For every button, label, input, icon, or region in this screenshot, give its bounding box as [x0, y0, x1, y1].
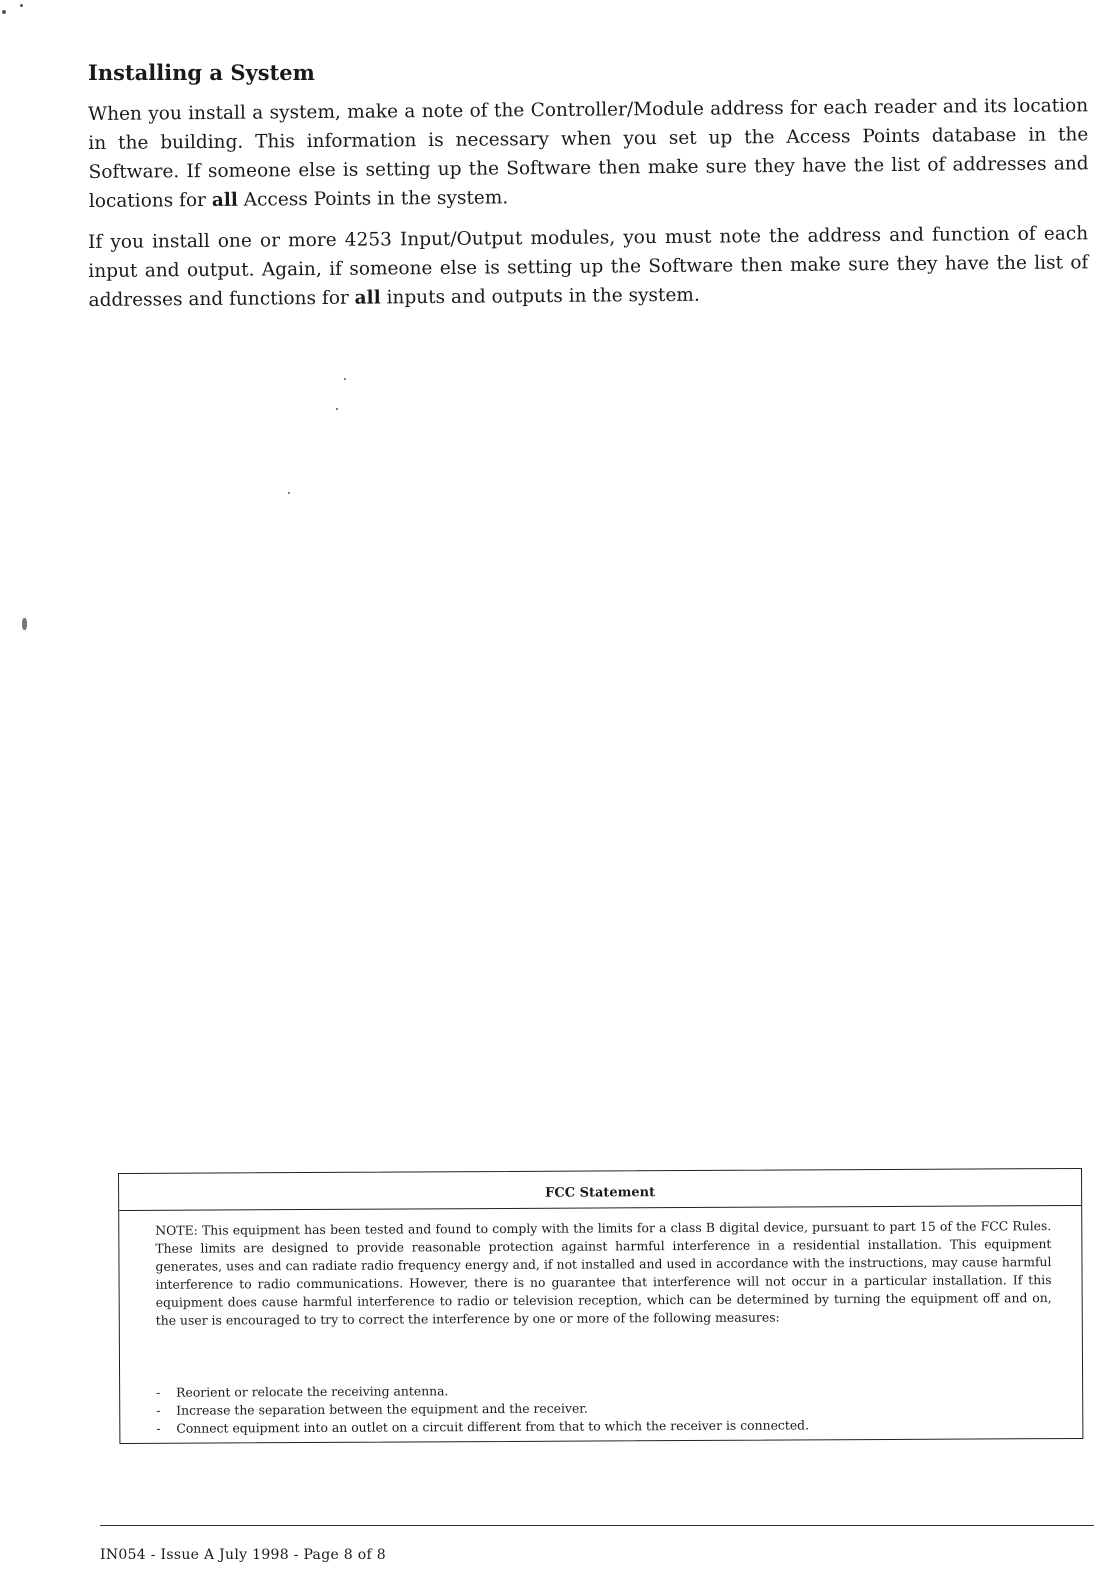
emphasis-all: all: [354, 287, 381, 309]
footer-page-info: IN054 - Issue A July 1998 - Page 8 of 8: [100, 1547, 386, 1563]
dash: -: [156, 1402, 161, 1418]
paragraph-text: When you install a system, make a note of the Controller/Module address for each reader and its location in the building. This information is necessary when you set up the Access Points database in the Software. If someone else is setting up the Software then make sure they have the list of addresses and locations for: [88, 95, 1089, 212]
section-heading: Installing a System: [88, 60, 315, 85]
paragraph-text: If you install one or more 4253 Input/Output modules, you must note the address and function of each input and output. Again, if someone else is setting up the Software then make sure they have the list of addresses and functions for: [88, 223, 1089, 311]
paragraph-text: inputs and outputs in the system.: [380, 284, 700, 309]
dash: -: [156, 1384, 161, 1400]
scan-speck: [22, 618, 27, 630]
list-item: [156, 1415, 1052, 1438]
fcc-statement-box: [118, 1168, 1083, 1444]
paragraph-io-modules: [88, 219, 1089, 315]
scan-speck: [288, 492, 290, 494]
fcc-title: FCC Statement: [545, 1185, 656, 1201]
measure-text: Connect equipment into an outlet on a circuit different from that to which the receiver is connected.: [176, 1417, 810, 1436]
fcc-measures-list: [156, 1379, 1052, 1438]
fcc-title-divider: [119, 1205, 1081, 1211]
measure-text: Reorient or relocate the receiving antenna.: [176, 1383, 449, 1400]
scan-speck: [20, 4, 23, 7]
footer-divider: [100, 1525, 1094, 1526]
scan-speck: [336, 408, 338, 410]
dash: -: [156, 1420, 161, 1436]
paragraph-install-notes: [88, 91, 1089, 216]
scan-speck: [344, 378, 346, 380]
scan-speck: [2, 10, 6, 14]
paragraph-text: Access Points in the system.: [237, 187, 509, 211]
measure-text: Increase the separation between the equipment and the receiver.: [176, 1400, 588, 1418]
emphasis-all: all: [211, 189, 238, 211]
fcc-body: NOTE: This equipment has been tested and found to comply with the limits for a class B digital device, pursuant to part 15 of the FCC Rules. These limits are designed to provide reasonable protection against harmful interference in a residential installation. This equipment generates, uses and can radiate radio frequency energy and, if not installed and used in accordance with the instructions, may cause harmful interference to radio communications. However, there is no guarantee that interference will not occur in a particular installation. If this equipment does cause harmful interference to radio or television reception, which can be determined by turning the equipment off and on, the user is encouraged to try to correct the interference by one or more of the following measures:: [155, 1218, 1052, 1328]
